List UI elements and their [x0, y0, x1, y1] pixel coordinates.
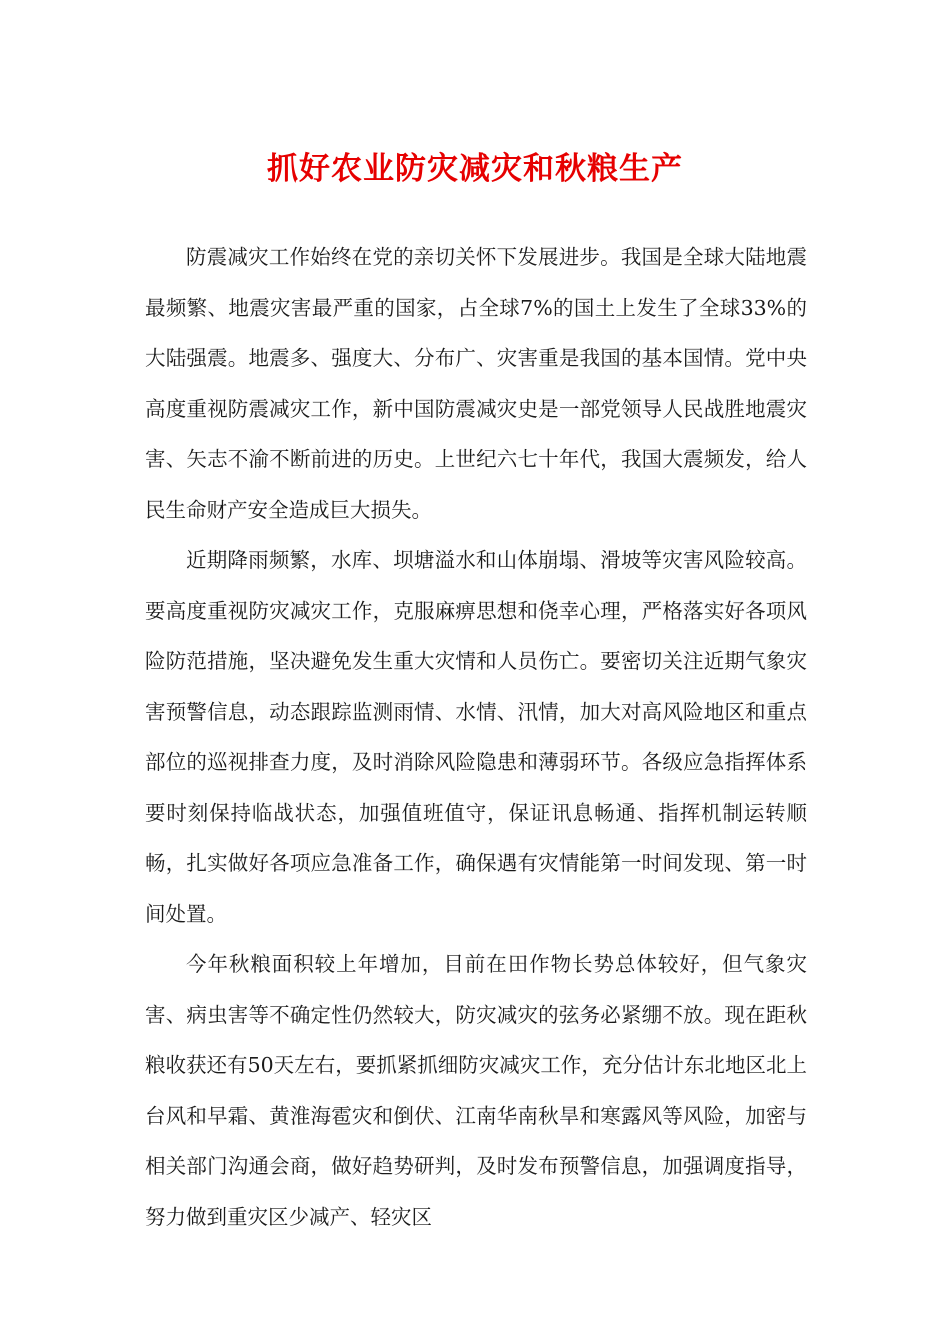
paragraph: 今年秋粮面积较上年增加，目前在田作物长势总体较好，但气象灾害、病虫害等不确定性仍然较大，防灾减灾的弦务必紧绷不放。现在距秋粮收获还有50天左右，要抓紧抓细防灾减灾工作，充分估计东北地区北上台风和早霜、黄淮海雹灾和倒伏、江南华南秋旱和寒露风等风险，加密与相关部门沟通会商，做好趋势研判，及时发布预警信息，加强调度指导，努力做到重灾区少减产、轻灾区 [145, 952, 807, 1229]
paragraph: 防震减灾工作始终在党的亲切关怀下发展进步。我国是全球大陆地震最频繁、地震灾害最严重的国家，占全球7%的国土上发生了全球33%的大陆强震。地震多、强度大、分布广、灾害重是我国的基本国情。党中央高度重视防震减灾工作，新中国防震减灾史是一部党领导人民战胜地震灾害、矢志不渝不断前进的历史。上世纪六七十年代，我国大震频发，给人民生命财产安全造成巨大损失。 [145, 245, 807, 522]
document-body [145, 232, 807, 1242]
paragraph: 近期降雨频繁，水库、坝塘溢水和山体崩塌、滑坡等灾害风险较高。要高度重视防灾减灾工作，克服麻痹思想和侥幸心理，严格落实好各项风险防范措施，坚决避免发生重大灾情和人员伤亡。要密切关注近期气象灾害预警信息，动态跟踪监测雨情、水情、汛情，加大对高风险地区和重点部位的巡视排查力度，及时消除风险隐患和薄弱环节。各级应急指挥体系要时刻保持临战状态，加强值班值守，保证讯息畅通、指挥机制运转顺畅，扎实做好各项应急准备工作，确保遇有灾情能第一时间发现、第一时间处置。 [145, 548, 807, 926]
document-title: 抓好农业防灾减灾和秋粮生产 [267, 150, 683, 187]
